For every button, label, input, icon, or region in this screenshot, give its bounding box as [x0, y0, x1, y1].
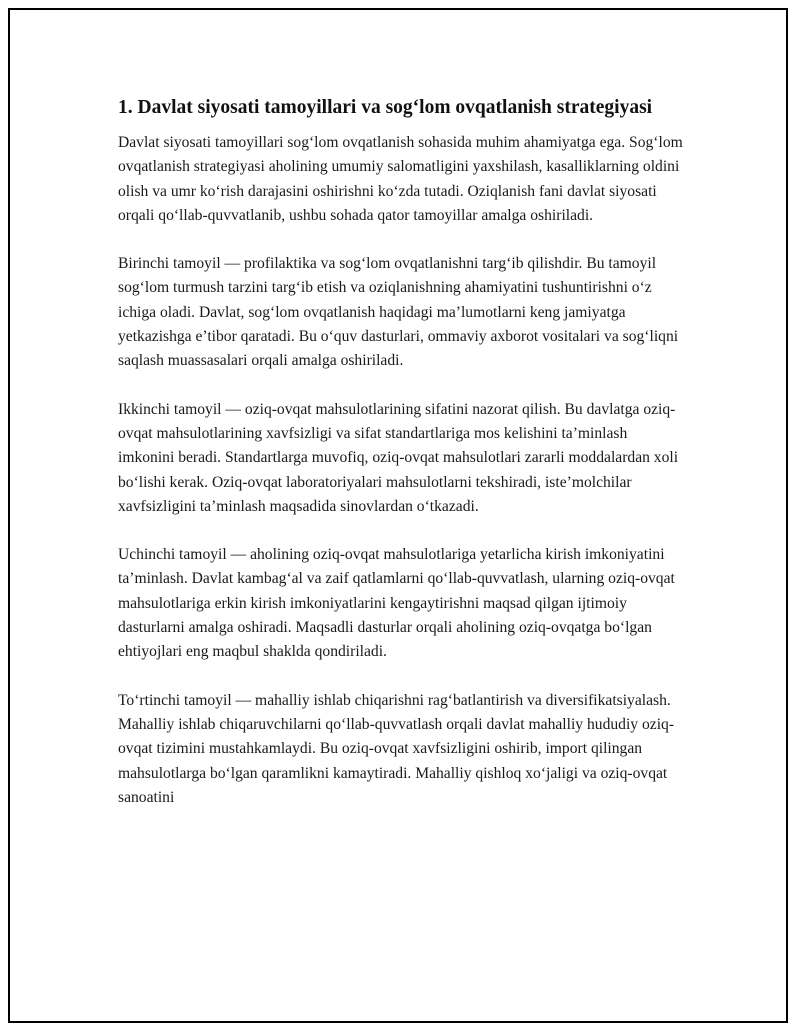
section-heading: 1. Davlat siyosati tamoyillari va sog‘lom ovqatlanish strategiyasi [118, 97, 653, 118]
paragraph-fourth-principle: To‘rtinchi tamoyil — mahalliy ishlab chiqarishni rag‘batlantirish va diversifikatsiyalash. Mahalliy ishlab chiqaruvchilarni qo‘llab-quvvatlash orqali davlat mahalliy hududiy oziq-ovqat tizimini mustahkamlaydi. Bu oziq-ovqat xavfsizligini oshirib, import qilingan mahsulotlarga bo‘lgan qaramlikni kamaytiradi. Mahalliy qishloq xo‘jaligi va oziq-ovqat sanoatini [118, 691, 675, 806]
paragraph-intro: Davlat siyosati tamoyillari sog‘lom ovqatlanish sohasida muhim ahamiyatga ega. Sog‘lom ovqatlanish strategiyasi aholining umumiy salomatligini yaxshilash, kasalliklarning oldini olish va umr ko‘rish darajasini oshirishni ko‘zda tutadi. Oziqlanish fani davlat siyosati orqali qo‘llab-quvvatlanib, ushbu sohada qator tamoyillar amalga oshiriladi. [118, 134, 683, 224]
paragraph-first-principle: Birinchi tamoyil — profilaktika va sog‘lom ovqatlanishni targ‘ib qilishdir. Bu tamoyil sog‘lom turmush tarzini targ‘ib etish va oziqlanishning ahamiyatini tushuntirishni o‘z ichiga oladi. Davlat, sog‘lom ovqatlanish haqidagi ma’lumotlarni keng jamiyatga yetkazishga e’tibor qaratadi. Bu o‘quv dasturlari, ommaviy axborot vositalari va sog‘liqni saqlash muassasalari orqali amalga oshiriladi. [118, 255, 679, 370]
paragraph-third-principle: Uchinchi tamoyil — aholining oziq-ovqat mahsulotlariga yetarlicha kirish imkoniyatini ta’minlash. Davlat kambag‘al va zaif qatlamlarni qo‘llab-quvvatlash, ularning oziq-ovqat mahsulotlariga erkin kirish imkoniyatlarini kengaytirishni maqsad qilgan ijtimoiy dasturlarni amalga oshiradi. Maqsadli dasturlar orqali aholining oziq-ovqatga bo‘lgan ehtiyojlari eng maqbul shaklda qondiriladi. [118, 546, 675, 661]
paragraph-second-principle: Ikkinchi tamoyil — oziq-ovqat mahsulotlarining sifatini nazorat qilish. Bu davlatga oziq-ovqat mahsulotlarining xavfsizligi va sifat standartlariga mos kelishini ta’minlash imkonini beradi. Standartlarga muvofiq, oziq-ovqat mahsulotlari zararli moddalardan xoli bo‘lishi kerak. Oziq-ovqat laboratoriyalari mahsulotlarni tekshiradi, iste’molchilar xavfsizligini ta’minlash maqsadida sinovlardan o‘tkazadi. [118, 400, 679, 515]
document-body [118, 95, 684, 834]
